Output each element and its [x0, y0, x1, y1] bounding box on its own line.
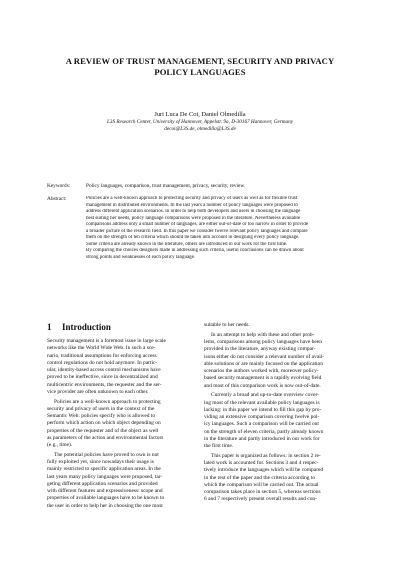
authors: Juri Luca De Coi, Daniel Olmedilla: [154, 111, 246, 118]
body-text-line: geting different application scenarios and provided: [47, 480, 158, 487]
paragraph: [204, 453, 356, 504]
body-text-line: lacking: in this paper we intend to fill this gap by pro-: [204, 406, 322, 413]
body-text-line: scenarios the authors worked with, moreover policy-: [204, 368, 319, 374]
body-text-line: the first time.: [204, 443, 234, 449]
body-text-line: nario, traditional assumptions for enforcing access: [47, 352, 157, 359]
paragraph: [204, 392, 356, 450]
affiliation-line: L3S Research Center, University of Hannover, Appelstr. 9a, D-30167 Hannover, Germany: [107, 119, 293, 125]
body-text-line: ular, identity-based access control mechanisms have: [47, 367, 161, 373]
abstract-line: best suiting her needs, policy language comparisons were proposed in the literature. Nevertheless available: [86, 215, 300, 221]
abstract-line: management in distributed environments. In the last years a number of policy languages were proposed to: [86, 202, 298, 208]
body-text-line: the user in order to help her in choosing the one most: [47, 502, 163, 509]
body-text-line: (e.g., time).: [47, 442, 73, 448]
body-text-line: fully exploited yet, since nowadays their usage is: [47, 459, 154, 465]
body-text-line: isons either do not consider a relevant number of avail-: [204, 353, 325, 360]
body-text-line: Semantic Web: policies specify who is allowed to: [47, 413, 156, 419]
abstract-line: a broader picture of the research field. In this paper we consider twelve relevant policy languages and compare: [86, 228, 308, 234]
body-text-line: which the comparison will be carried out. The actual: [204, 481, 319, 488]
body-text-line: properties of the requester and of the object as well: [47, 427, 159, 434]
body-text-line: with different features and expressiveness: scope and: [47, 488, 163, 494]
body-text-line: 6 and 7 respectively present overall results and con-: [204, 496, 317, 503]
abstract-line: comparisons address only a small number of languages, are either out-of-date or too narrow in order to provide: [86, 222, 309, 228]
section-title: Introduction: [62, 322, 111, 332]
body-text-line: Security management is a foremost issue in large scale: [47, 338, 166, 344]
paragraph: [47, 338, 193, 396]
body-text-line: security and privacy of users in the context of the: [47, 405, 155, 412]
body-text-line: comparison takes place in section 5, whereas sections: [204, 489, 321, 495]
body-text-line: mainly restricted to specific application areas. In the: [47, 466, 161, 473]
body-text-line: In an attempt to help with these and other prob-: [211, 331, 315, 338]
keywords-label: Keywords:: [47, 183, 71, 189]
paragraph: [47, 452, 193, 510]
body-text-line: suitable to her needs.: [204, 322, 250, 328]
right-column: [204, 322, 356, 504]
body-text-line: lated work is accounted for. Sections 3 and 4 respec-: [204, 460, 319, 466]
body-text-line: based security management is a rapidly evolving field: [204, 375, 322, 382]
body-text-line: networks like the World Wide Web. In such a sce-: [47, 345, 156, 352]
body-text-line: on the strength of eleven criteria, partly already known: [204, 428, 324, 435]
body-text-line: perform which action on which object depending on: [47, 420, 161, 427]
body-text-line: provided in the literature, anyway existing compar-: [204, 346, 316, 353]
title-line: POLICY LANGUAGES: [154, 67, 246, 77]
body-text-line: ing most of the relevant available policy languages is: [204, 399, 320, 406]
body-text-line: last years many policy languages were proposed, tar-: [47, 473, 163, 480]
paragraph: [204, 322, 356, 329]
paragraph: [47, 399, 193, 450]
section-heading: [47, 322, 111, 333]
abstract-text: [86, 196, 358, 261]
body-text-line: lems, comparisons among policy languages have been: [204, 339, 322, 345]
body-text-line: icy languages. Such a comparison will be carried out: [204, 421, 319, 428]
body-text-line: This paper is organized as follows: in section 2 re-: [211, 452, 321, 459]
body-text-line: and most of this comparison work is now out-of-date.: [204, 382, 321, 389]
body-text-line: in the rest of the paper and the criteria according to: [204, 474, 316, 481]
keywords-text: Policy languages, comparison, trust management, privacy, security, review.: [86, 183, 246, 189]
body-text-line: properties of available languages have to be known to: [47, 495, 165, 502]
affiliation: [40, 119, 360, 133]
abstract-line: strong points and weaknesses of each policy language.: [86, 254, 196, 260]
abstract-line: address different application scenarios. In order to help both developers and users in choosing the language: [86, 209, 301, 215]
body-text-line: as parameters of the action and environmental factors: [47, 434, 164, 441]
body-text-line: multicentric environments, the requester and the ser-: [47, 381, 162, 388]
section-number: 1: [47, 322, 52, 332]
body-text-line: able solutions or are mainly focused on the application: [204, 360, 323, 367]
body-text-line: proved to be ineffective, since in decentralized and: [47, 374, 158, 381]
title-line: A REVIEW OF TRUST MANAGEMENT, SECURITY AND PRIVACY: [65, 56, 335, 66]
body-text-line: The potential policies have proved to own is not: [54, 451, 159, 458]
body-text-line: control regulations do not hold anymore. In partic-: [47, 359, 158, 366]
body-text-line: tively introduce the languages which will be compared: [204, 467, 324, 474]
abstract-line: them on the strength of ten criteria which should be taken into account in designing every policy language.: [86, 235, 300, 241]
abstract-line: Policies are a well-known approach to protecting security and privacy of users as well as for flexible trust: [86, 196, 298, 201]
paragraph: [204, 332, 356, 390]
body-text-line: vice provider are often unknown to each other.: [47, 388, 149, 395]
body-text-line: Currently a broad and up-to-date overview cover-: [211, 392, 319, 399]
abstract-line: By comparing the choices designers made in addressing such criteria, useful conclusions can be drawn about: [86, 248, 304, 254]
body-text-line: viding an extensive comparison covering twelve pol-: [204, 414, 320, 420]
body-text-line: Policies are a well-known approach to protecting: [54, 398, 161, 405]
paper-title: [40, 56, 360, 78]
abstract-line: Some criteria are already known in the literature, others are introduced in our work for the first time.: [86, 241, 288, 247]
email-line: decoi@L3S.de, olmedilla@L3S.de: [164, 126, 236, 132]
body-text-line: in the literature and partly introduced in our work for: [204, 435, 320, 442]
left-column: [47, 338, 193, 510]
abstract-label: Abstract:: [47, 196, 67, 202]
